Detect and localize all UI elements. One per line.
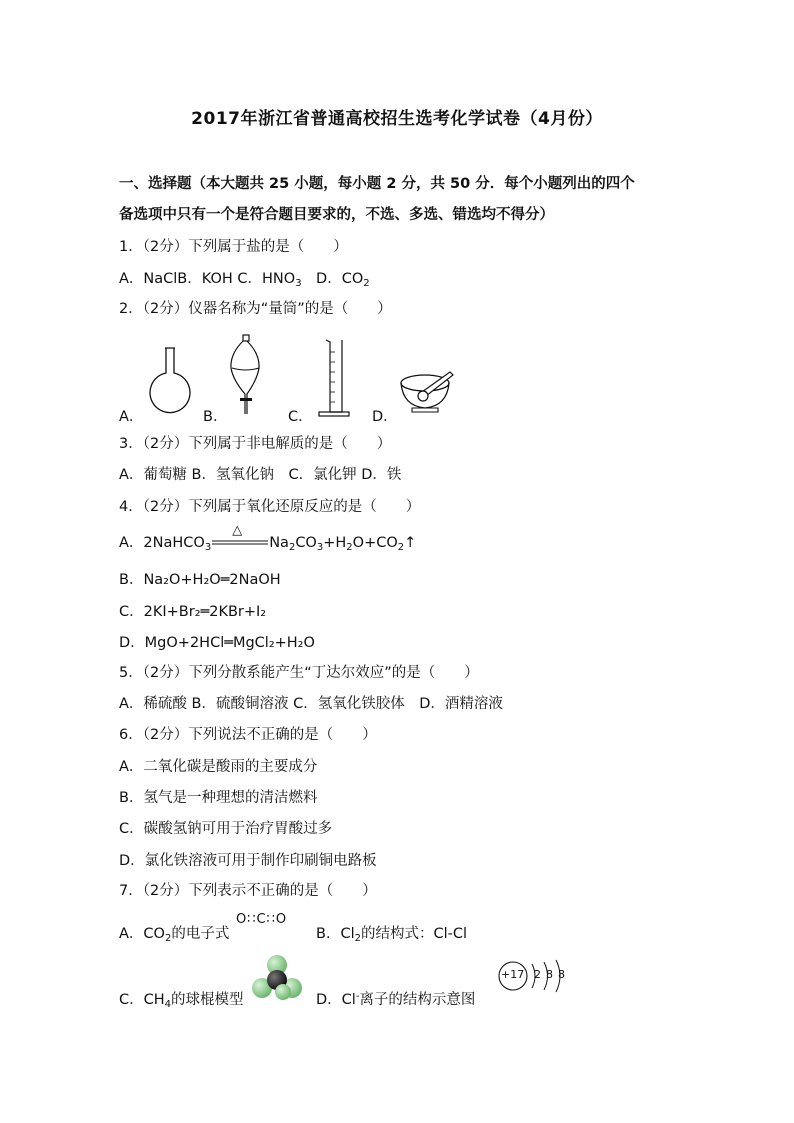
q7-d-prefix: D．Cl <box>316 992 356 1008</box>
q7-option-a <box>119 924 229 944</box>
separatory-funnel-icon <box>224 334 268 418</box>
question-6-stem: 6．（2分）下列说法不正确的是（ ） <box>119 727 377 743</box>
q7-option-c <box>119 990 244 1010</box>
question-7-stem: 7．（2分）下列表示不正确的是（ ） <box>119 883 377 899</box>
question-3-options: A．葡萄糖 B．氢氧化钠 C．氯化钾 D．铁 <box>119 467 402 483</box>
q4-option-b: B．Na₂O+H₂O═2NaOH <box>119 572 281 588</box>
delta-symbol: △ <box>232 523 243 538</box>
q4-a-reactant: A．2NaHCO <box>119 535 205 551</box>
mortar-pestle-icon <box>398 366 456 416</box>
q2-label-b: B． <box>203 409 228 425</box>
q1-subscript: 3 <box>295 278 302 289</box>
co2-electron-formula: O∷C∷O <box>236 912 288 927</box>
q2-label-d: D． <box>372 409 398 425</box>
q4-a-product-3: +H <box>323 535 347 551</box>
q4-a-sub-3: 2 <box>346 542 353 553</box>
q6-option-d: D．氯化铁溶液可用于制作印刷铜电路板 <box>119 853 377 869</box>
q6-option-b: B．氢气是一种理想的清洁燃料 <box>119 790 318 806</box>
question-1-stem: 1．（2分）下列属于盐的是（ ） <box>119 239 348 255</box>
q4-option-c: C．2KI+Br₂═2KBr+I₂ <box>119 604 267 620</box>
q4-a-sub-1: 2 <box>288 542 296 553</box>
q6-option-c: C．碳酸氢钠可用于治疗胃酸过多 <box>119 821 333 837</box>
q7-d-superscript: - <box>355 991 360 1002</box>
q1-options-abc: A．NaClB．KOH C．HNO <box>119 271 296 287</box>
methane-ball-stick-model-icon <box>252 954 302 1002</box>
q7-a-prefix: A．CO <box>119 926 165 942</box>
q1-option-d-subscript: 2 <box>363 278 370 289</box>
q7-b-suffix: 的结构式：Cl-Cl <box>360 926 468 942</box>
q7-c-suffix: 的球棍模型 <box>171 992 244 1008</box>
q4-a-product-2: CO <box>295 535 317 551</box>
gas-arrow: ↑ <box>404 535 417 551</box>
shell-1-electrons: 2 <box>534 968 541 981</box>
q7-b-prefix: B．Cl <box>316 926 355 942</box>
question-5-options: A．稀硫酸 B．硫酸铜溶液 C．氢氧化铁胶体 D．酒精溶液 <box>119 696 503 712</box>
nucleus-charge: +17 <box>501 968 525 981</box>
heat-condition-arrow <box>211 523 269 553</box>
q7-c-prefix: C．CH <box>119 992 165 1008</box>
q7-option-b <box>316 924 467 944</box>
q4-option-d: D．MgO+2HCl═MgCl₂+H₂O <box>119 635 315 651</box>
q7-d-suffix: 离子的结构示意图 <box>359 992 476 1008</box>
q7-c-subscript: 4 <box>164 999 172 1010</box>
q7-b-subscript: 2 <box>354 933 361 944</box>
q2-label-a: A． <box>119 409 144 425</box>
question-4-stem: 4．（2分）下列属于氧化还原反应的是（ ） <box>119 499 421 515</box>
question-2-stem: 2．（2分）仪器名称为“量筒”的是（ ） <box>119 301 392 317</box>
shell-3-electrons: 8 <box>558 968 565 981</box>
q4-a-product-1: Na <box>269 535 289 551</box>
q6-option-a: A．二氧化碳是酸雨的主要成分 <box>119 759 318 775</box>
question-3-stem: 3．（2分）下列属于非电解质的是（ ） <box>119 436 392 452</box>
q4-a-product-4: O+CO <box>352 535 398 551</box>
q4-a-sub-4: 2 <box>397 542 405 553</box>
q7-a-subscript: 2 <box>164 933 172 944</box>
section-intro-line-2: 备选项中只有一个是符合题目要求的，不选、多选、错选均不得分） <box>119 207 554 223</box>
round-flask-icon <box>146 346 194 418</box>
q4-a-subscript: 3 <box>204 542 212 553</box>
page-title: 2017年浙江省普通高校招生选考化学试卷（4月份） <box>191 109 603 129</box>
section-intro-line-1: 一、选择题（本大题共 25 小题，每小题 2 分，共 50 分．每个小题列出的四个 <box>119 176 635 192</box>
question-1-options <box>119 269 370 289</box>
q2-label-c: C． <box>288 409 313 425</box>
q7-a-suffix: 的电子式 <box>171 926 230 942</box>
q7-option-d <box>316 990 475 1010</box>
q4-option-a <box>119 523 417 553</box>
shell-2-electrons: 8 <box>546 968 553 981</box>
question-5-stem: 5．（2分）下列分散系能产生“丁达尔效应”的是（ ） <box>119 665 479 681</box>
graduated-cylinder-icon <box>313 338 355 418</box>
q1-option-d: D．CO <box>301 271 364 287</box>
chloride-ion-structure-diagram <box>496 956 568 1004</box>
q4-a-sub-2: 3 <box>316 542 324 553</box>
